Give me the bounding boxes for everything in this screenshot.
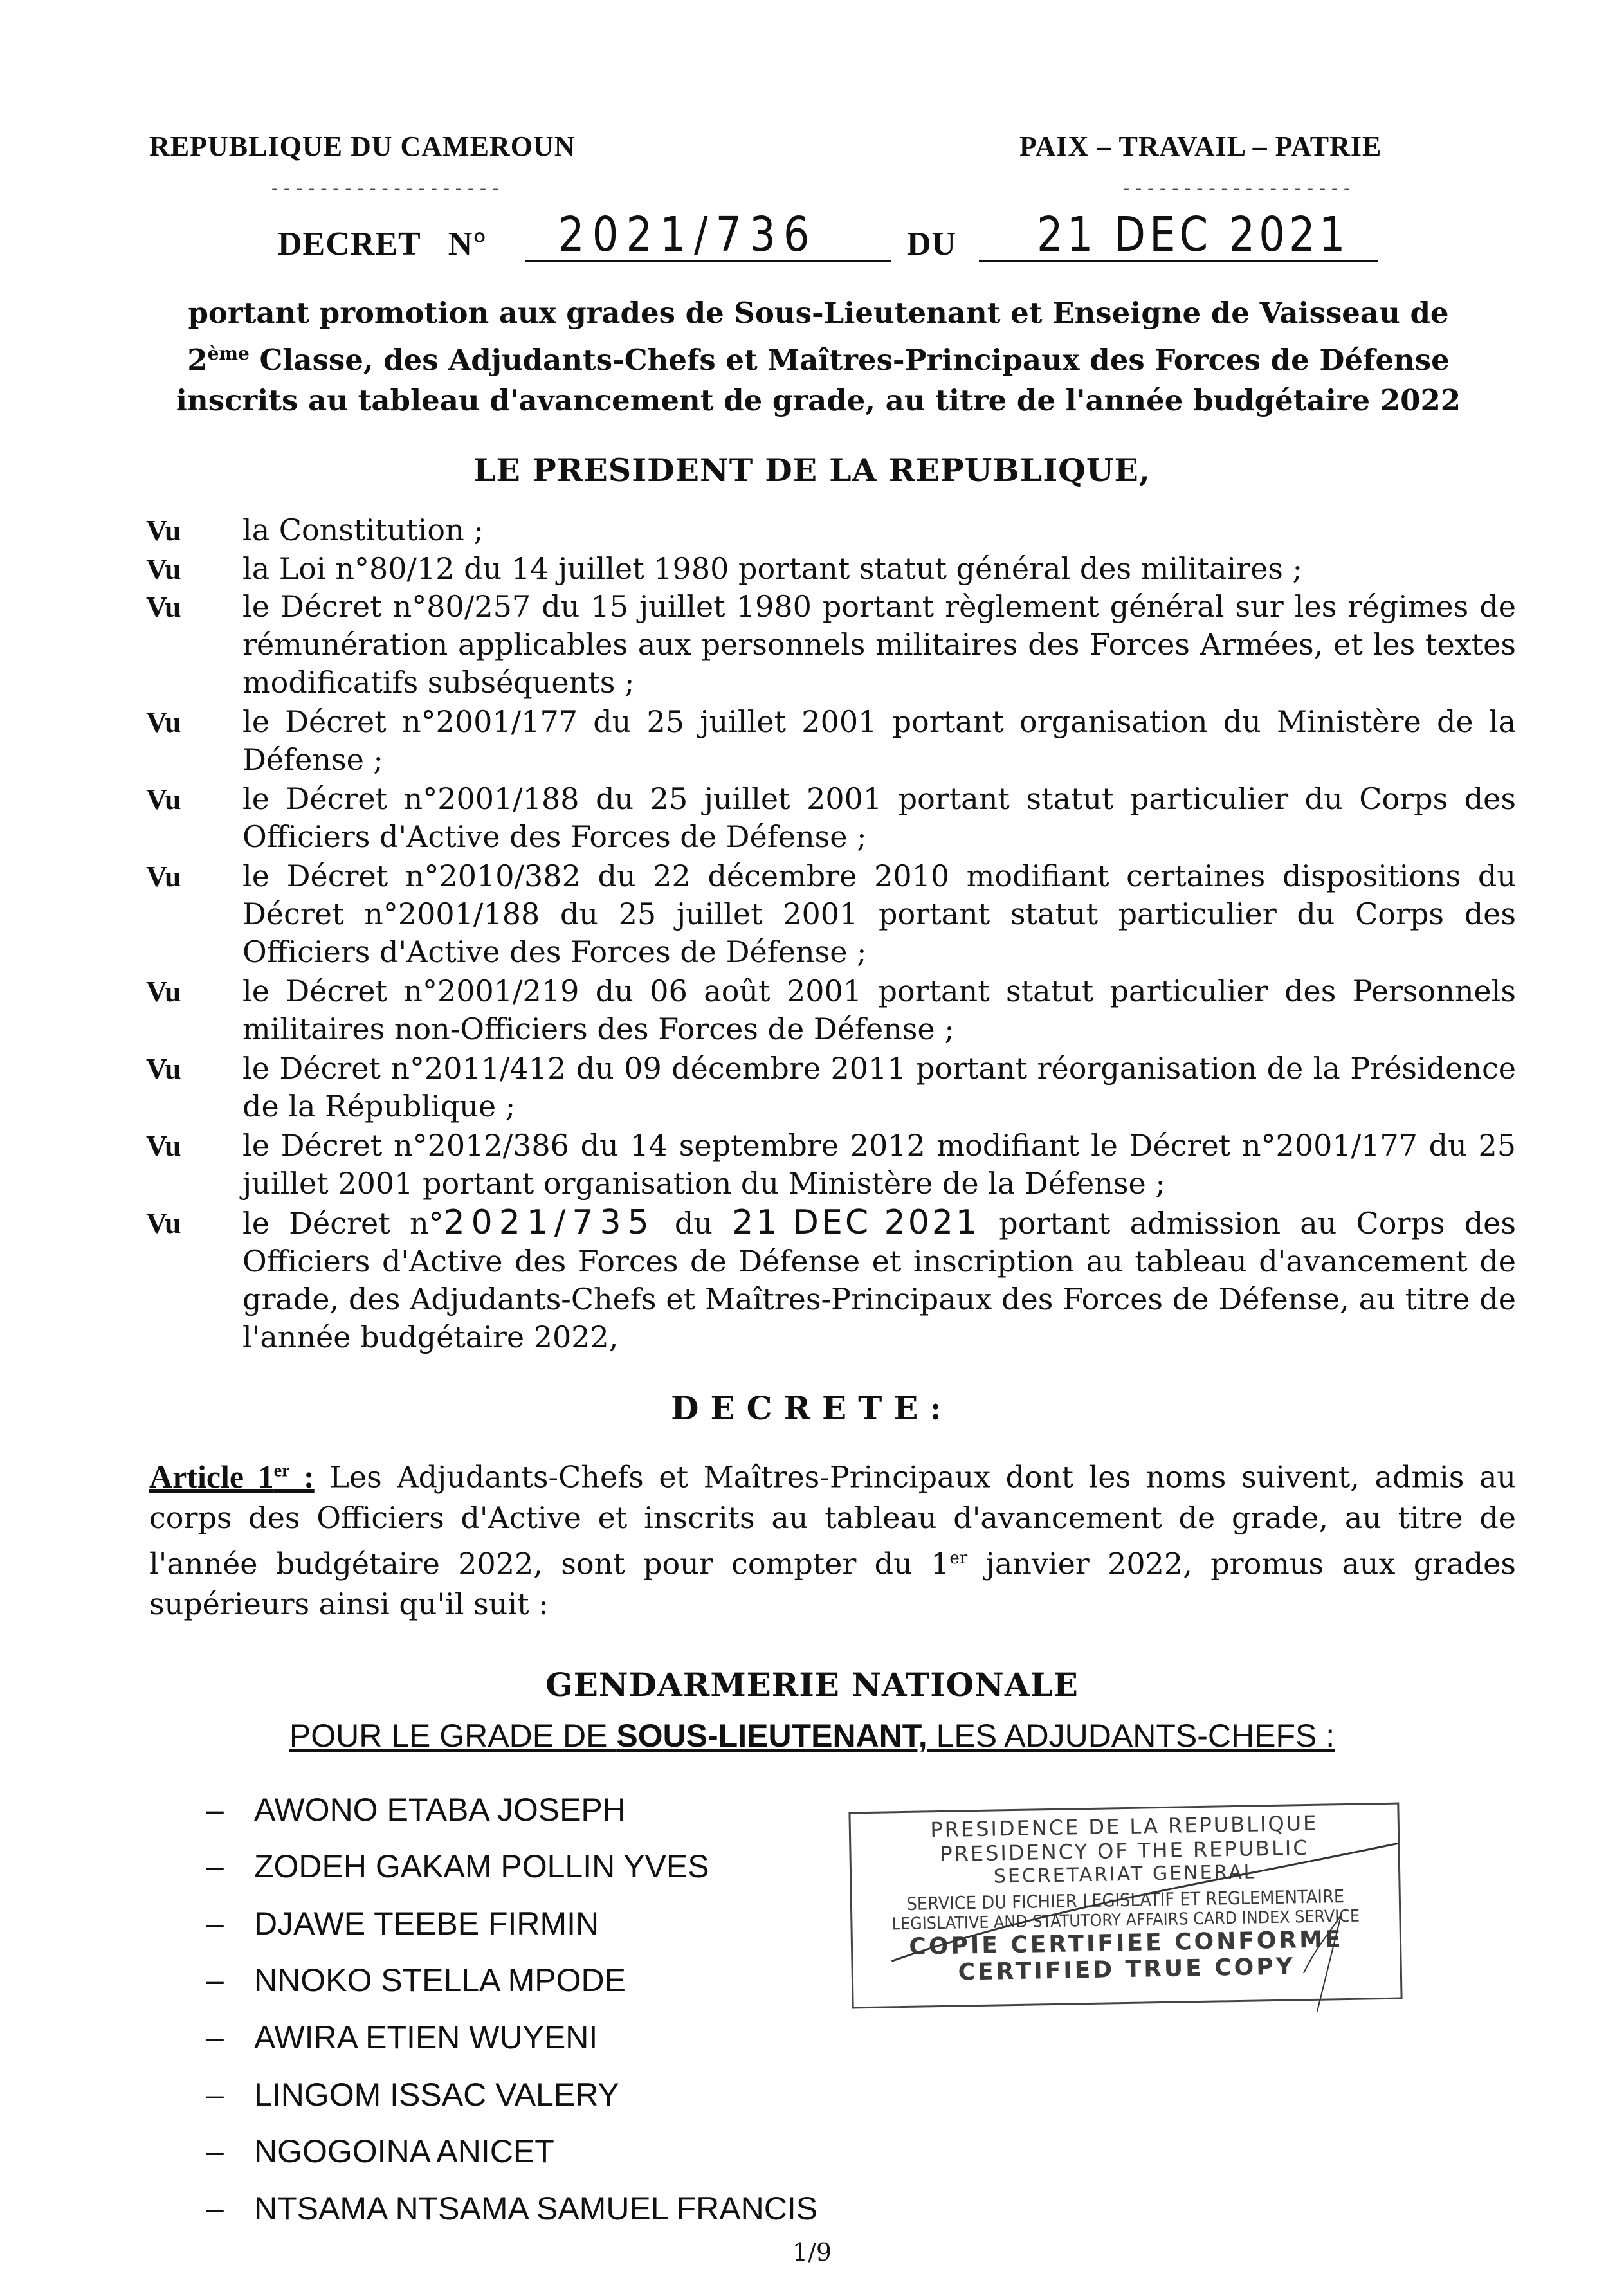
visa-item: Vu le Décret n°2010/382 du 22 décembre 2010 modifiant certaines dispositions du Décret n°2001/188 du 25 juillet 2001 portant statut particulier du Corps des Officiers d'Active des Forces de Défense ; <box>146 859 1516 969</box>
header-divider-right: ------------------- <box>1120 178 1354 200</box>
list-item: – AWONO ETABA JOSEPH <box>206 1791 626 1828</box>
visa-item-last: Vu le Décret n°2021/735 du 21 DEC 2021 portant admission au Corps des Officiers d'Active des Forces de Défense et inscription au tableau d'avancement de grade, des Adjudants-Chefs et Maîtres-Principaux des Forces de Défense, au titre de l'année budgétaire 2022, <box>146 1203 1517 1354</box>
section-heading: GENDARMERIE NATIONALE <box>545 1666 1079 1704</box>
list-item: – NGOGOINA ANICET <box>206 2133 554 2170</box>
president-heading: LE PRESIDENT DE LA REPUBLIQUE, <box>473 451 1151 489</box>
decree-title: portant promotion aux grades de Sous-Lieutenant et Enseigne de Vaisseau de 2ème Classe, des Adjudants-Chefs et Maîtres-Principaux des Forces de Défense inscrits au tableau d'avancement de grade, au titre de l'année budgétaire 2022 <box>176 296 1461 417</box>
decree-date-label: DU <box>907 226 957 262</box>
national-motto: PAIX – TRAVAIL – PATRIE <box>1019 131 1382 162</box>
list-item: – NTSAMA NTSAMA SAMUEL FRANCIS <box>206 2190 817 2227</box>
list-item: – NNOKO STELLA MPODE <box>206 1962 626 1999</box>
visa-item: Vu le Décret n°2012/386 du 14 septembre 2012 modifiant le Décret n°2001/177 du 25 juillet 2001 portant organisation du Ministère de la Défense ; <box>146 1128 1516 1201</box>
visa-item: Vu le Décret n°2011/412 du 09 décembre 2011 portant réorganisation de la Présidence de la République ; <box>146 1051 1516 1124</box>
header-divider-left: ------------------- <box>269 178 502 200</box>
decree-number: 2021/736 <box>558 208 817 263</box>
decree-date: 21 DEC 2021 <box>1037 208 1349 263</box>
decree-number-field <box>525 208 891 263</box>
list-item: – LINGOM ISSAC VALERY <box>206 2076 619 2113</box>
grade-heading: POUR LE GRADE DE SOUS-LIEUTENANT, LES ADJUDANTS-CHEFS : <box>289 1718 1335 1754</box>
referenced-decree-number: 2021/735 <box>443 1203 655 1242</box>
decree-label: DECRET N° <box>278 226 488 262</box>
decrete-heading: DECRETE: <box>671 1389 953 1427</box>
list-item: – AWIRA ETIEN WUYENI <box>206 2019 598 2056</box>
visa-item: Vu la Loi n°80/12 du 14 juillet 1980 portant statut général des militaires ; <box>146 551 1303 586</box>
article-1: Article 1er : Les Adjudants-Chefs et Maîtres-Principaux dont les noms suivent, admis au corps des Officiers d'Active et inscrits au tableau d'avancement de grade, au titre de l'année budgétaire 2022, sont pour compter du 1er janvier 2022, promus aux grades supérieurs ainsi qu'il suit : <box>149 1458 1517 1621</box>
visa-item: Vu le Décret n°80/257 du 15 juillet 1980 portant règlement général sur les régimes de rémunération applicables aux personnels militaires des Forces Armées, et les textes modificatifs subséquents ; <box>146 589 1516 700</box>
stamp-signature-icon <box>850 1805 1400 2020</box>
decree-date-field <box>979 208 1378 263</box>
list-item: – ZODEH GAKAM POLLIN YVES <box>206 1848 709 1885</box>
page-number: 1/9 <box>792 2238 832 2266</box>
visa-item: Vu le Décret n°2001/188 du 25 juillet 2001 portant statut particulier du Corps des Officiers d'Active des Forces de Défense ; <box>146 781 1516 854</box>
republic-name: REPUBLIQUE DU CAMEROUN <box>149 131 576 162</box>
visa-item: Vu la Constitution ; <box>146 513 484 547</box>
visa-item: Vu le Décret n°2001/219 du 06 août 2001 portant statut particulier des Personnels militaires non-Officiers des Forces de Défense ; <box>146 974 1516 1046</box>
visa-item: Vu le Décret n°2001/177 du 25 juillet 2001 portant organisation du Ministère de la Défense ; <box>146 704 1516 777</box>
referenced-decree-date: 21 DEC 2021 <box>732 1203 980 1242</box>
certification-stamp: PRESIDENCE DE LA REPUBLIQUE PRESIDENCY OF THE REPUBLIC SECRETARIAT GENERAL SERVICE DU FICHIER LEGISLATIF ET REGLEMENTAIRE LEGISLATIVE AND STATUTORY AFFAIRS CARD INDEX SERVICE COPIE CERTIFIEE CONFORME CERTIFIED TRUE COPY <box>848 1803 1402 2009</box>
list-item: – DJAWE TEEBE FIRMIN <box>206 1905 599 1942</box>
